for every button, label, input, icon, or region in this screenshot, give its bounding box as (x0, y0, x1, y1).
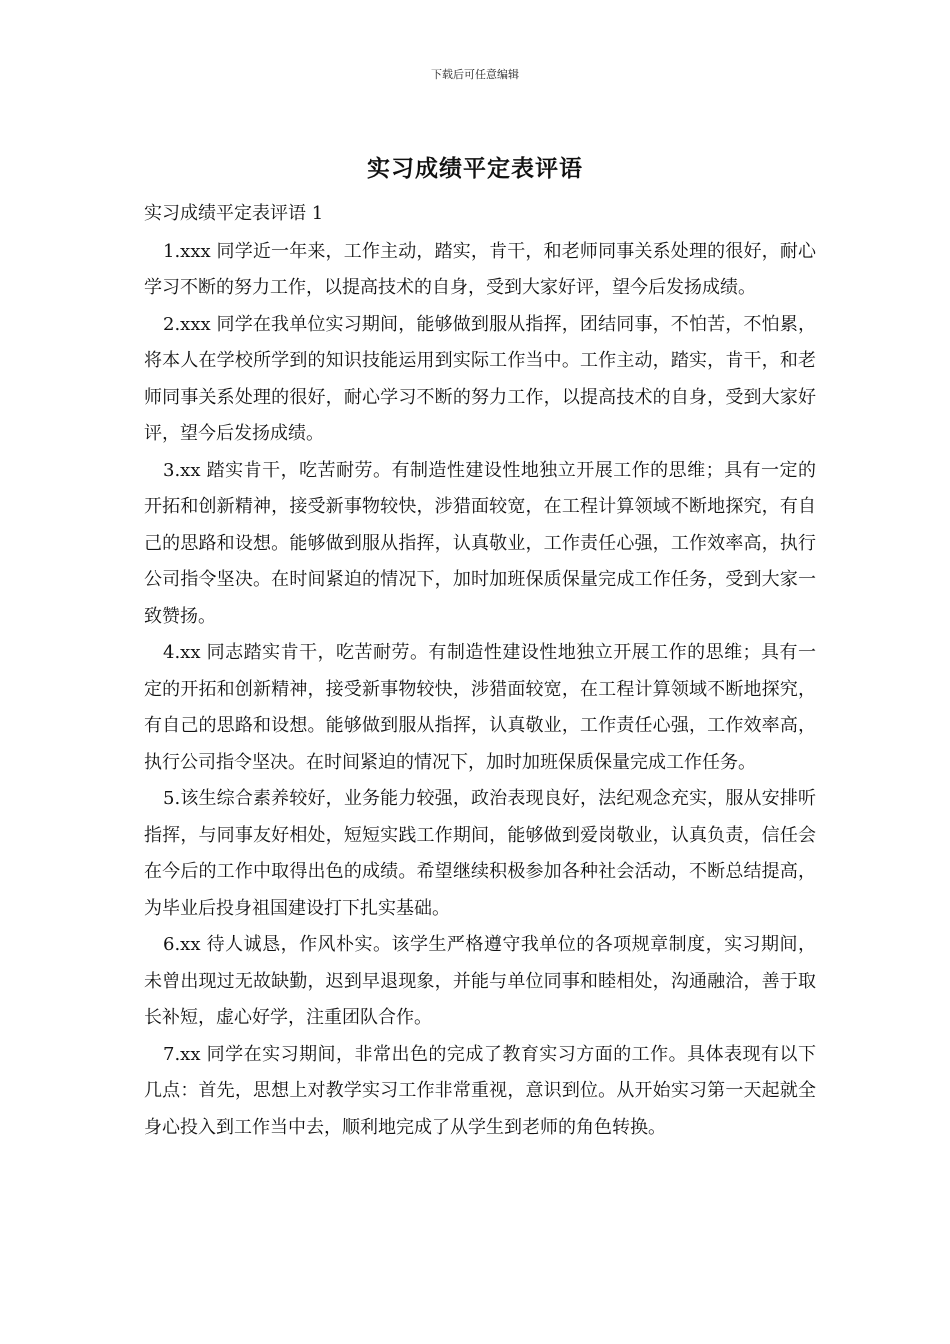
paragraph-7: 7.xx 同学在实习期间，非常出色的完成了教育实习方面的工作。具体表现有以下几点：首先，思想上对教学实习工作非常重视，意识到位。从开始实习第一天起就全身心投入到工作当中去，顺利地完成了从学生到老师的角色转换。 (144, 1043, 816, 1138)
paragraph-1: 1.xxx 同学近一年来，工作主动，踏实，肯干，和老师同事关系处理的很好，耐心学习不断的努力工作，以提高技术的自身，受到大家好评，望今后发扬成绩。 (144, 240, 816, 298)
document-body (144, 196, 816, 1146)
header-note: 下载后可任意编辑 (431, 68, 519, 81)
section-subtitle: 实习成绩平定表评语 1 (144, 203, 324, 224)
paragraph-2: 2.xxx 同学在我单位实习期间，能够做到服从指挥，团结同事，不怕苦，不怕累，将本人在学校所学到的知识技能运用到实际工作当中。工作主动，踏实，肯干，和老师同事关系处理的很好，耐心学习不断的努力工作，以提高技术的自身，受到大家好评，望今后发扬成绩。 (144, 313, 816, 444)
paragraph-6: 6.xx 待人诚恳，作风朴实。该学生严格遵守我单位的各项规章制度，实习期间，未曾出现过无故缺勤，迟到早退现象，并能与单位同事和睦相处，沟通融洽，善于取长补短，虚心好学，注重团队合作。 (144, 934, 816, 1028)
document-title: 实习成绩平定表评语 (367, 155, 583, 182)
paragraph-5: 5.该生综合素养较好，业务能力较强，政治表现良好，法纪观念充实，服从安排听指挥，与同事友好相处，短短实践工作期间，能够做到爱岗敬业，认真负责，信任会在今后的工作中取得出色的成绩。希望继续积极参加各种社会活动，不断总结提高，为毕业后投身祖国建设打下扎实基础。 (144, 788, 816, 919)
paragraph-4: 4.xx 同志踏实肯干，吃苦耐劳。有制造性建设性地独立开展工作的思维；具有一定的开拓和创新精神，接受新事物较快，涉猎面较宽，在工程计算领域不断地探究，有自己的思路和设想。能够做到服从指挥，认真敬业，工作责任心强，工作效率高，执行公司指令坚决。在时间紧迫的情况下，加时加班保质保量完成工作任务。 (144, 642, 816, 773)
paragraph-3: 3.xx 踏实肯干，吃苦耐劳。有制造性建设性地独立开展工作的思维；具有一定的开拓和创新精神，接受新事物较快，涉猎面较宽，在工程计算领域不断地探究，有自己的思路和设想。能够做到服从指挥，认真敬业，工作责任心强，工作效率高，执行公司指令坚决。在时间紧迫的情况下，加时加班保质保量完成工作任务，受到大家一致赞扬。 (144, 459, 816, 627)
